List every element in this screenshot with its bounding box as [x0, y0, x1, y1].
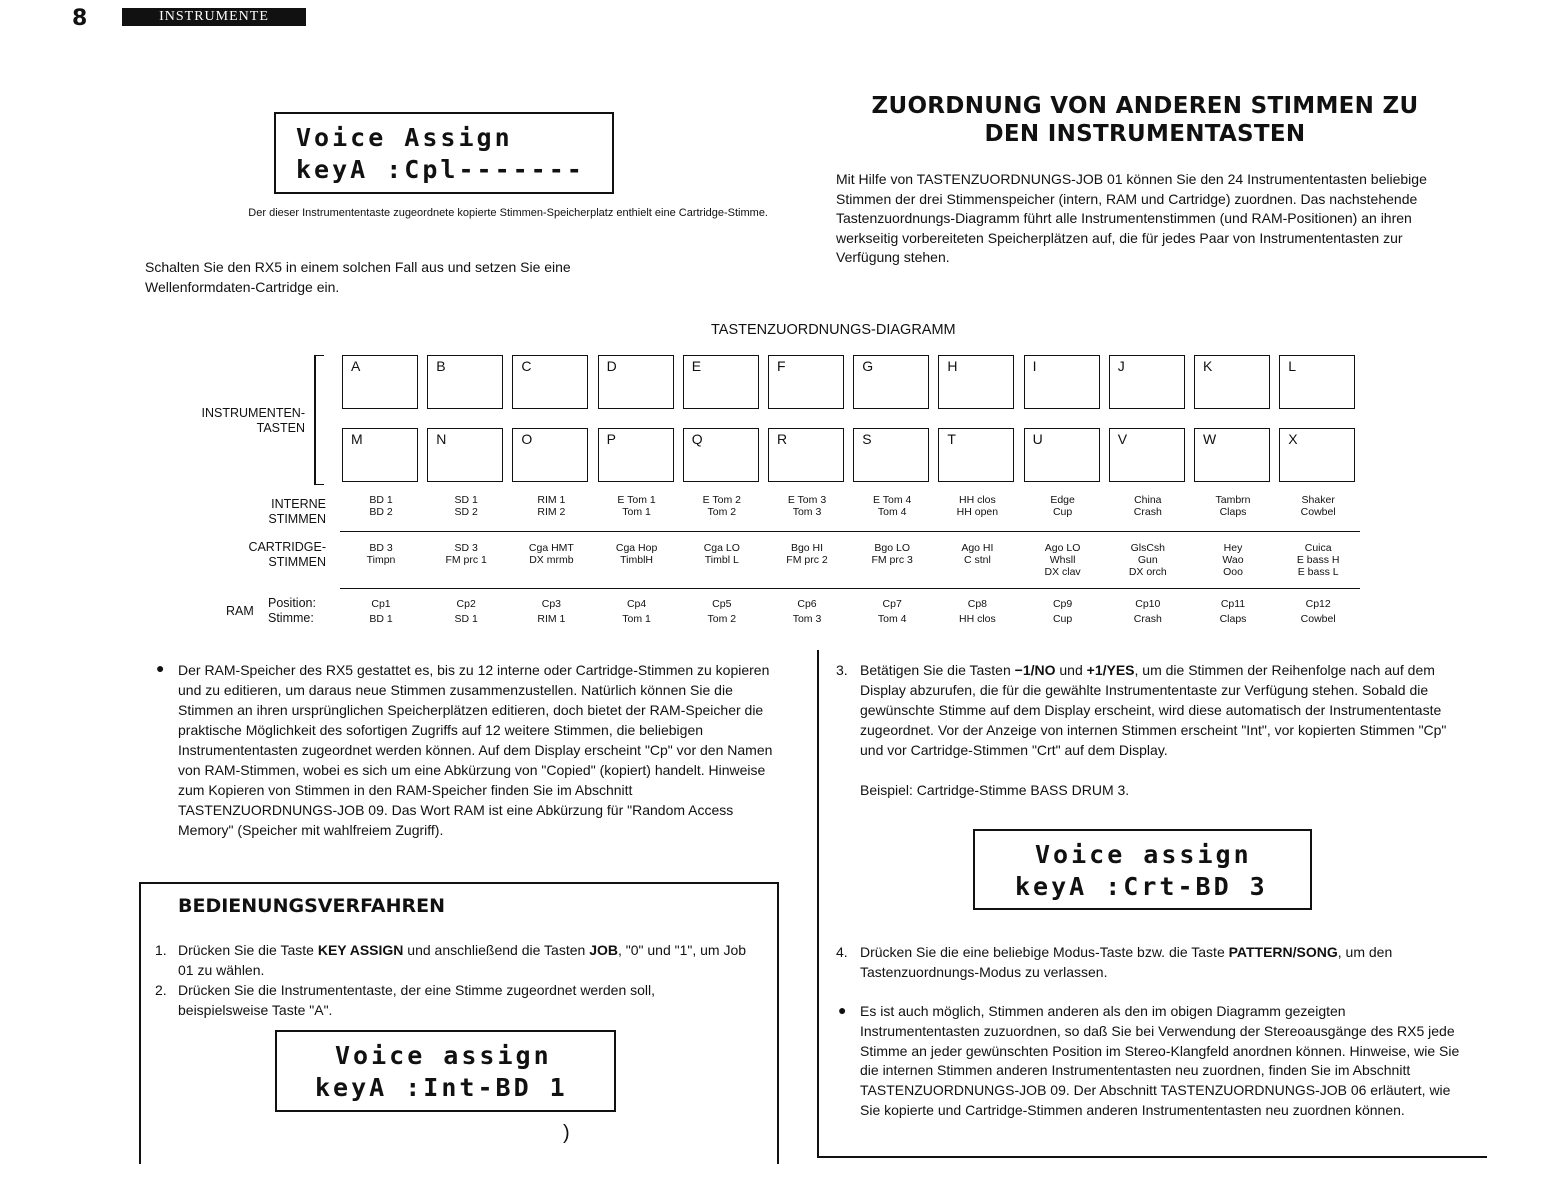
ram-position-value: Cp7	[882, 598, 902, 610]
ram-cell	[338, 598, 424, 625]
cartridge-voice-cell	[1275, 542, 1361, 578]
lcd-line-2: keyA :Int-BD 1	[315, 1073, 568, 1102]
step3-e: , um die Stimmen der Reihenfolge nach auf dem Display abzurufen, die für die gewählte Instrumententaste zur Verfügung stehen. Sobald die gewünschte Stimme auf dem Display erscheint, wird diese automatisch der Instrumententaste zugeordnet. Vor der Anzeige von internen Stimmen erscheint "Int", vor kopierten Stimmen "Cp" und vor Cartridge-Stimmen "Crt" auf dem Display.	[860, 662, 1447, 758]
instrument-key-k: K	[1194, 355, 1270, 409]
cartridge-voice-value: E bass L	[1297, 566, 1339, 578]
instrument-key-g: G	[853, 355, 929, 409]
interne-voice-value: Edge	[1050, 494, 1075, 506]
divider	[340, 531, 1360, 532]
interne-voice-value: Tambrn	[1215, 494, 1251, 506]
bullet-marker: ●	[156, 660, 165, 676]
interne-voice-value: Tom 1	[622, 506, 651, 518]
interne-voice-value: HH open	[956, 506, 999, 518]
step3-c: und	[1055, 662, 1087, 678]
interne-voice-value: RIM 2	[537, 506, 566, 518]
section-heading	[835, 92, 1455, 148]
intro-right: Mit Hilfe von TASTENZUORDNUNGS-JOB 01 können Sie den 24 Instrumententasten beliebige Stimmen der drei Stimmenspeicher (intern, RAM und Cartridge) zuordnen. Das nachstehende Tastenzuordnungs-Diagramm führt alle Instrumentenstimmen (und RAM-Positionen) an ihren werkseitig vorbereiteten Speicherplätzen auf, die für jedes Paar von Instrumententasten zur Verfügung stehen.	[836, 171, 1427, 265]
step3-number: 3.	[836, 662, 848, 678]
step4-pattern-song: PATTERN/SONG	[1228, 944, 1338, 960]
interne-label: INTERNE STIMMEN	[268, 497, 326, 526]
interne-voice-cell	[764, 494, 850, 518]
instrument-key-f: F	[768, 355, 844, 409]
instrument-key-u: U	[1024, 428, 1100, 482]
cartridge-voice-value: Cga Hop	[615, 542, 658, 554]
instrument-key-v: V	[1109, 428, 1185, 482]
heading-line-2: DEN INSTRUMENTASTEN	[984, 121, 1306, 147]
interne-voice-cell	[1020, 494, 1106, 518]
step4-number: 4.	[836, 944, 848, 960]
ram-voice-value: SD 1	[454, 613, 478, 625]
step1-c: und anschließend die Tasten	[403, 942, 590, 958]
cartridge-voice-value: Timbl L	[704, 554, 739, 566]
ram-position-value: Cp5	[712, 598, 732, 610]
step1-job: JOB	[589, 942, 618, 958]
cartridge-voice-value: FM prc 3	[871, 554, 913, 566]
interne-voice-cell	[1275, 494, 1361, 518]
cartridge-voice-value: GlsCsh	[1130, 542, 1166, 554]
bullet-marker: ●	[838, 1002, 847, 1018]
ram-position-value: Cp4	[626, 598, 647, 610]
cartridge-voice-value: DX orch	[1128, 566, 1167, 578]
cartridge-voice-value: E bass H	[1296, 554, 1340, 566]
cartridge-voice-value: BD 3	[369, 542, 393, 554]
ram-position-value: Cp1	[371, 598, 391, 610]
cartridge-voice-cell	[679, 542, 765, 566]
ram-position-value: Cp6	[797, 598, 817, 610]
interne-voice-value: Cowbel	[1300, 506, 1336, 518]
ram-cell	[594, 598, 680, 625]
procedure-title: BEDIENUNGSVERFAHREN	[178, 895, 446, 917]
cartridge-voice-value: Cga LO	[703, 542, 740, 554]
interne-voice-value: Tom 3	[792, 506, 822, 518]
ram-position-value: Cp11	[1220, 598, 1246, 610]
cartridge-voice-value: Bgo LO	[874, 542, 910, 554]
interne-voice-cell	[338, 494, 424, 518]
ram-voice-value: Cup	[1052, 613, 1073, 625]
cartridge-voice-value: TimblH	[620, 554, 654, 566]
step3-text	[860, 660, 1458, 760]
interne-voice-value: E Tom 3	[787, 494, 827, 506]
ram-position-value: Cp8	[967, 598, 988, 610]
page-number: 8	[72, 6, 88, 31]
instrument-key-t: T	[938, 428, 1014, 482]
ram-cell	[508, 598, 594, 625]
column-rule-bottom	[817, 1156, 1487, 1158]
instrument-key-o: O	[512, 428, 588, 482]
interne-voice-cell	[423, 494, 509, 518]
divider	[340, 588, 1360, 589]
cartridge-voice-value: DX clav	[1044, 566, 1081, 578]
cartridge-voice-cell	[423, 542, 509, 566]
ram-cell	[423, 598, 509, 625]
step3-a: Betätigen Sie die Tasten	[860, 662, 1015, 678]
ram-voice-value: HH clos	[959, 613, 996, 625]
cartridge-voice-value: SD 3	[454, 542, 478, 554]
interne-voice-value: BD 2	[369, 506, 393, 518]
cartridge-voice-value: FM prc 2	[786, 554, 828, 566]
interne-voice-value: Tom 2	[707, 506, 737, 518]
cartridge-voice-value: C stnl	[963, 554, 991, 566]
step1-a: Drücken Sie die Taste	[178, 942, 318, 958]
interne-voice-value: SD 2	[454, 506, 478, 518]
interne-voice-value: E Tom 4	[873, 494, 912, 506]
instrument-key-j: J	[1109, 355, 1185, 409]
ram-position-value: Cp12	[1305, 598, 1331, 610]
lcd-line-1: Voice assign	[1035, 840, 1252, 869]
cartridge-voice-value: Ooo	[1223, 566, 1243, 578]
keys-label: INSTRUMENTEN- TASTEN	[201, 406, 305, 435]
interne-voice-value: SD 1	[454, 494, 478, 506]
diagram-title: TASTENZUORDNUNGS-DIAGRAMM	[711, 322, 956, 338]
interne-voice-cell	[849, 494, 935, 518]
instrument-key-w: W	[1194, 428, 1270, 482]
instrument-key-b: B	[427, 355, 503, 409]
step3-example: Beispiel: Cartridge-Stimme BASS DRUM 3.	[860, 782, 1130, 798]
instrument-key-d: D	[598, 355, 674, 409]
ram-voice-value: RIM 1	[537, 613, 566, 625]
ram-cell	[1275, 598, 1361, 625]
interne-voice-value: BD 1	[369, 494, 393, 506]
lcd-display-procedure	[275, 1030, 616, 1112]
interne-voice-cell	[1190, 494, 1276, 518]
ram-label: RAM	[226, 604, 254, 618]
cartridge-voice-value: Ago LO	[1044, 542, 1081, 554]
cartridge-voice-value: Ago HI	[961, 542, 994, 554]
cartridge-voice-cell	[764, 542, 850, 566]
cartridge-voice-cell	[594, 542, 680, 566]
column-rule	[817, 650, 819, 1158]
ram-voice-value: Tom 1	[622, 613, 651, 625]
ram-voice-value: Crash	[1133, 613, 1162, 625]
interne-voice-cell	[508, 494, 594, 518]
step4-text	[860, 942, 1458, 982]
instrument-key-h: H	[938, 355, 1014, 409]
keys-brace	[314, 355, 324, 485]
margin-mark: )	[563, 1122, 570, 1144]
lcd-line-2: keyA :Cpl-------	[296, 155, 585, 184]
interne-voice-cell	[1105, 494, 1191, 518]
ram-cell	[1105, 598, 1191, 625]
step2-number: 2.	[155, 982, 167, 998]
ram-position-value: Cp10	[1135, 598, 1161, 610]
cartridge-voice-cell	[934, 542, 1020, 566]
interne-voice-value: China	[1134, 494, 1162, 506]
ram-voice-value: Tom 4	[877, 613, 907, 625]
step2-text: Drücken Sie die Instrumententaste, der eine Stimme zugeordnet werden soll, beispielsweise Taste "A".	[178, 982, 656, 1018]
interne-voice-value: Crash	[1133, 506, 1162, 518]
cartridge-voice-value: Hey	[1223, 542, 1243, 554]
interne-voice-cell	[934, 494, 1020, 518]
ram-voice-value: Tom 2	[707, 613, 737, 625]
cartridge-label: CARTRIDGE- STIMMEN	[248, 540, 326, 569]
lcd-line-1: Voice Assign	[296, 123, 513, 152]
ram-cell	[764, 598, 850, 625]
step4-c: , um den Tastenzuordnungs-Modus zu verlassen.	[860, 944, 1393, 980]
cartridge-voice-value: Wao	[1222, 554, 1244, 566]
lcd-line-1: Voice assign	[335, 1041, 552, 1070]
step3-no-key: −1/NO	[1014, 662, 1056, 678]
interne-voice-value: Shaker	[1301, 494, 1335, 506]
ram-voice-value: Claps	[1219, 613, 1247, 625]
cartridge-voice-cell	[849, 542, 935, 566]
cartridge-voice-value: Cga HMT	[528, 542, 574, 554]
bullet-ram-text: Der RAM-Speicher des RX5 gestattet es, bis zu 12 interne oder Cartridge-Stimmen zu kopieren und zu editieren, um daraus neue Stimmen zusammenzustellen. Natürlich können Sie die Stimmen an ihren ursprünglichen Speicherplätzen editieren, doch bietet der RAM-Speicher die praktische Möglichkeit des sofortigen Zugriffs auf 12 weitere Stimmen, die beliebigen Instrumententasten zugeordnet werden können. Auf dem Display erscheint "Cp" vor den Namen von RAM-Stimmen, wobei es sich um eine Abkürzung von "Copied" (kopiert) handelt. Hinweise zum Kopieren von Stimmen in den RAM-Speicher finden Sie im Abschnitt TASTENZUORDNUNGS-JOB 09. Das Wort RAM ist eine Abkürzung für "Random Access Memory" (Speicher mit wahlfreiem Zugriff).	[178, 662, 773, 838]
lcd-caption: Der dieser Instrumententaste zugeordnete kopierte Stimmen-Speicherplatz enthielt eine Cartridge-Stimme.	[248, 207, 768, 219]
interne-voice-value: E Tom 2	[702, 494, 741, 506]
instrument-key-s: S	[853, 428, 929, 482]
lcd-display-right	[973, 829, 1312, 910]
cartridge-voice-value: FM prc 1	[445, 554, 487, 566]
heading-line-1: ZUORDNUNG VON ANDEREN STIMMEN ZU	[871, 93, 1419, 119]
ram-cell	[849, 598, 935, 625]
instrument-key-l: L	[1279, 355, 1355, 409]
instrument-key-m: M	[342, 428, 418, 482]
ram-voice-label: Stimme:	[268, 611, 314, 625]
cartridge-voice-cell	[1105, 542, 1191, 578]
interne-voice-value: Tom 4	[877, 506, 907, 518]
lcd-display-top	[274, 112, 614, 194]
ram-cell	[934, 598, 1020, 625]
step4-a: Drücken Sie die eine beliebige Modus-Taste bzw. die Taste	[860, 944, 1229, 960]
ram-position-value: Cp2	[456, 598, 476, 610]
cartridge-voice-cell	[1190, 542, 1276, 578]
bullet-last-text: Es ist auch möglich, Stimmen anderen als den im obigen Diagramm gezeigten Instrumententasten zuzuordnen, so daß Sie bei Verwendung der Stereoausgänge des RX5 jede Stimme an jeder gewünschten Position im Stereo-Klangfeld anordnen können. Hinweise, wie Sie die internen Stimmen anderen Instrumententasten neu zuordnen, finden Sie im Abschnitt TASTENZUORDNUNGS-JOB 09. Der Abschnitt TASTENZUORDNUNGS-JOB 06 erläutert, wie Sie kopierte und Cartridge-Stimmen anderen Instrumententasten neu zuordnen können.	[860, 1003, 1460, 1118]
ram-cell	[1020, 598, 1106, 625]
interne-voice-value: Claps	[1219, 506, 1247, 518]
ram-cell	[1190, 598, 1276, 625]
section-badge: INSTRUMENTE	[122, 8, 306, 26]
interne-voice-value: Cup	[1052, 506, 1073, 518]
cartridge-voice-value: DX mrmb	[529, 554, 574, 566]
instrument-key-i: I	[1024, 355, 1100, 409]
ram-position-value: Cp3	[541, 598, 562, 610]
interne-voice-cell	[679, 494, 765, 518]
cartridge-voice-value: Cuica	[1304, 542, 1332, 554]
interne-voice-cell	[594, 494, 680, 518]
ram-voice-value: Tom 3	[792, 613, 822, 625]
cartridge-voice-cell	[338, 542, 424, 566]
step1-key-assign: KEY ASSIGN	[317, 942, 404, 958]
ram-position-value: Cp9	[1052, 598, 1073, 610]
ram-position-label: Position:	[268, 596, 316, 610]
instrument-key-p: P	[598, 428, 674, 482]
cartridge-voice-value: Bgo HI	[790, 542, 824, 554]
cartridge-voice-cell	[1020, 542, 1106, 578]
ram-voice-value: BD 1	[369, 613, 393, 625]
instrument-key-a: A	[342, 355, 418, 409]
instrument-key-c: C	[512, 355, 588, 409]
step1-text	[178, 940, 763, 980]
cartridge-voice-value: Whsll	[1049, 554, 1076, 566]
cartridge-voice-cell	[508, 542, 594, 566]
step1-number: 1.	[155, 942, 167, 958]
ram-voice-value: Cowbel	[1300, 613, 1336, 625]
cartridge-voice-value: Timpn	[366, 554, 396, 566]
instrument-key-r: R	[768, 428, 844, 482]
procedure-box	[139, 882, 779, 1164]
instrument-key-n: N	[427, 428, 503, 482]
instrument-key-q: Q	[683, 428, 759, 482]
cartridge-voice-value: Gun	[1137, 554, 1158, 566]
intro-left: Schalten Sie den RX5 in einem solchen Fall aus und setzen Sie eine Wellenformdaten-Cartridge ein.	[145, 259, 571, 295]
interne-voice-value: HH clos	[959, 494, 996, 506]
step3-yes-key: +1/YES	[1086, 662, 1135, 678]
ram-cell	[679, 598, 765, 625]
interne-voice-value: RIM 1	[537, 494, 566, 506]
step1-e: , "0" und "1", um Job 01 zu wählen.	[178, 942, 747, 978]
lcd-line-2: keyA :Crt-BD 3	[1015, 872, 1268, 901]
instrument-key-e: E	[683, 355, 759, 409]
interne-voice-value: E Tom 1	[617, 494, 656, 506]
instrument-key-x: X	[1279, 428, 1355, 482]
